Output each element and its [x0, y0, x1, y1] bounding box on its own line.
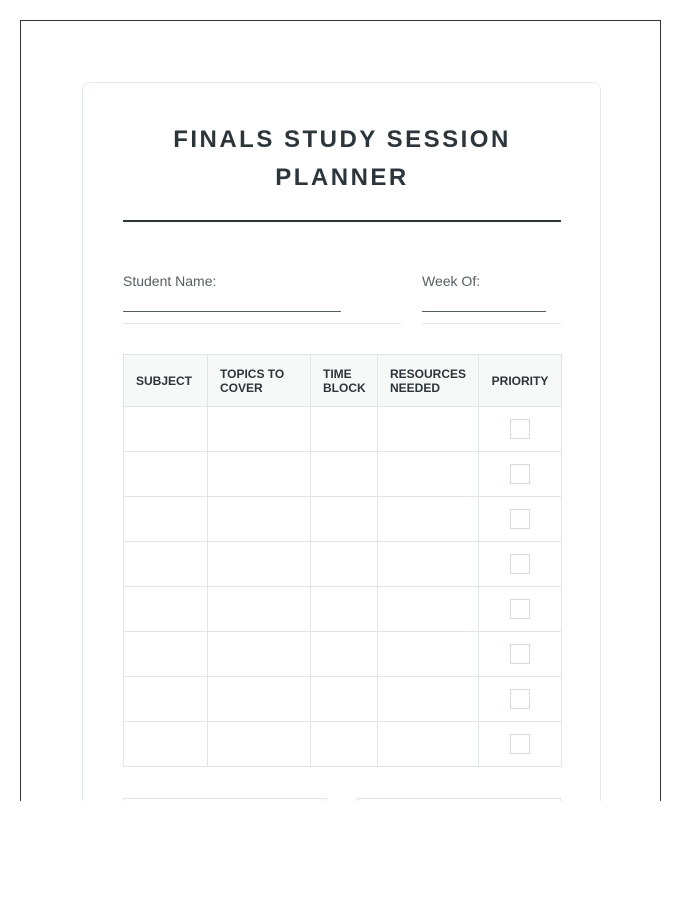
priority-checkbox[interactable] [510, 644, 530, 664]
page-frame [20, 20, 661, 801]
notes-box-left[interactable] [123, 798, 327, 801]
planner-card [82, 82, 601, 801]
cell-time-block[interactable] [311, 497, 378, 542]
table-row [124, 632, 562, 677]
priority-checkbox[interactable] [510, 509, 530, 529]
title-divider [123, 220, 561, 222]
header-topics-to-cover: TOPICS TO COVER [208, 355, 311, 407]
cell-priority [479, 452, 562, 497]
cell-priority [479, 722, 562, 767]
cell-subject[interactable] [124, 407, 208, 452]
cell-topics[interactable] [208, 587, 311, 632]
cell-subject[interactable] [124, 542, 208, 587]
cell-resources[interactable] [378, 587, 479, 632]
student-name-field[interactable] [123, 311, 341, 312]
cell-priority [479, 632, 562, 677]
student-name-label: Student Name: [123, 273, 217, 289]
table-row [124, 497, 562, 542]
table-row [124, 542, 562, 587]
cell-priority [479, 677, 562, 722]
cell-resources[interactable] [378, 542, 479, 587]
cell-priority [479, 587, 562, 632]
priority-checkbox[interactable] [510, 554, 530, 574]
cell-resources[interactable] [378, 632, 479, 677]
cell-time-block[interactable] [311, 542, 378, 587]
table-row [124, 722, 562, 767]
priority-checkbox[interactable] [510, 734, 530, 754]
cell-subject[interactable] [124, 452, 208, 497]
header-subject: SUBJECT [124, 355, 208, 407]
header-time-block: TIME BLOCK [311, 355, 378, 407]
week-of-label: Week Of: [422, 273, 481, 289]
cell-priority [479, 407, 562, 452]
student-name-divider [123, 323, 401, 324]
table-header-row [124, 355, 562, 407]
cell-topics[interactable] [208, 497, 311, 542]
notes-box-right[interactable] [357, 798, 561, 801]
week-of-divider [422, 323, 561, 324]
cell-time-block[interactable] [311, 632, 378, 677]
cell-priority [479, 497, 562, 542]
priority-checkbox[interactable] [510, 599, 530, 619]
cell-time-block[interactable] [311, 677, 378, 722]
cell-topics[interactable] [208, 677, 311, 722]
priority-checkbox[interactable] [510, 419, 530, 439]
cell-resources[interactable] [378, 452, 479, 497]
cell-resources[interactable] [378, 497, 479, 542]
table-row [124, 452, 562, 497]
week-of-field[interactable] [422, 311, 546, 312]
cell-subject[interactable] [124, 497, 208, 542]
cell-topics[interactable] [208, 632, 311, 677]
header-priority: PRIORITY [479, 355, 562, 407]
priority-checkbox[interactable] [510, 689, 530, 709]
cell-topics[interactable] [208, 542, 311, 587]
cell-time-block[interactable] [311, 452, 378, 497]
cell-subject[interactable] [124, 722, 208, 767]
cell-topics[interactable] [208, 722, 311, 767]
cell-time-block[interactable] [311, 722, 378, 767]
cell-resources[interactable] [378, 407, 479, 452]
cell-resources[interactable] [378, 677, 479, 722]
cell-topics[interactable] [208, 407, 311, 452]
cell-subject[interactable] [124, 632, 208, 677]
page-title: FINALS STUDY SESSION PLANNER [173, 126, 511, 191]
cell-subject[interactable] [124, 677, 208, 722]
study-plan-table [123, 354, 562, 767]
table-row [124, 677, 562, 722]
cell-topics[interactable] [208, 452, 311, 497]
priority-checkbox[interactable] [510, 464, 530, 484]
cell-subject[interactable] [124, 587, 208, 632]
cell-priority [479, 542, 562, 587]
cell-resources[interactable] [378, 722, 479, 767]
table-row [124, 407, 562, 452]
cell-time-block[interactable] [311, 587, 378, 632]
table-row [124, 587, 562, 632]
cell-time-block[interactable] [311, 407, 378, 452]
header-resources-needed: RESOURCES NEEDED [378, 355, 479, 407]
